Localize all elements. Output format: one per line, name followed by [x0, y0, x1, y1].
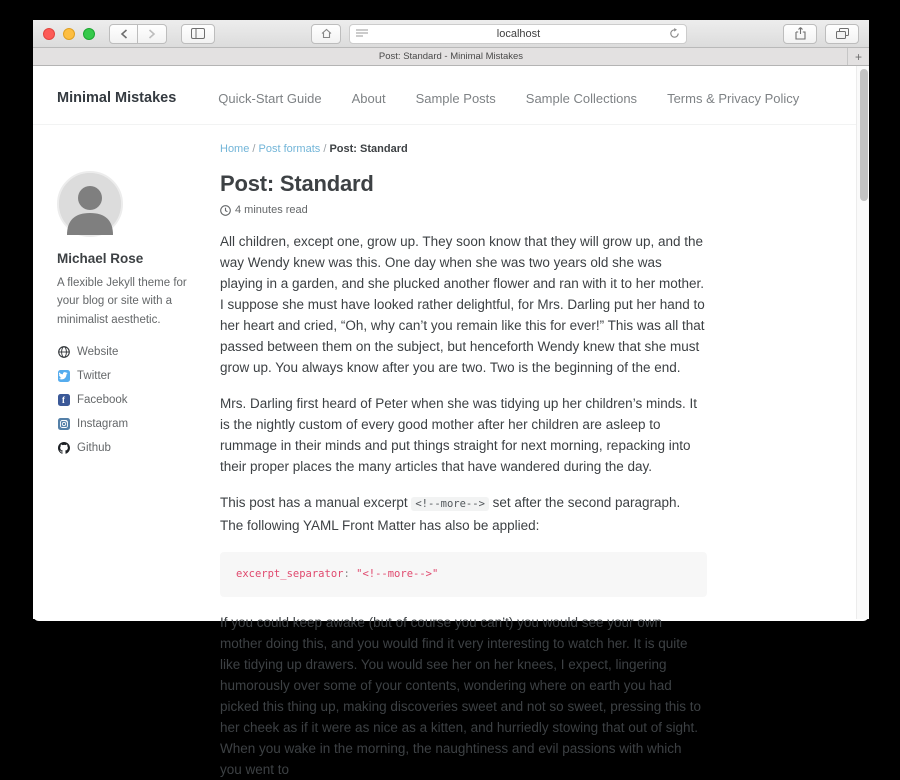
person-silhouette-icon — [59, 173, 121, 235]
minimize-window-button[interactable] — [63, 28, 75, 40]
sidebar-toggle-button[interactable] — [181, 24, 215, 44]
breadcrumb-separator: / — [252, 143, 256, 155]
scrollbar-thumb[interactable] — [860, 69, 868, 201]
sidebar-icon — [191, 28, 205, 39]
globe-icon — [57, 345, 70, 358]
reader-icon[interactable] — [356, 29, 368, 38]
window-controls — [43, 28, 95, 40]
paragraph-4: If you could keep awake (but of course you can’t) you would see your own mother doing this, and you would find it very interesting to watch her. It is quite like tidying up drawers. You would see her on her knees, I expect, lingering humorously over some of your contents, wondering where on earth you had picked this thing up, making discoveries sweet and not so sweet, pressing this to her cheek as if it were as nice as a kitten, and hurriedly stowing that out of sight. When you wake in the morning, the naughtiness and evil passions with which you went to — [220, 614, 702, 777]
author-link-github[interactable] — [57, 441, 207, 454]
author-link-facebook[interactable] — [57, 393, 207, 406]
back-button[interactable] — [109, 24, 138, 44]
author-link-instagram[interactable] — [57, 417, 207, 430]
author-bio: A flexible Jekyll theme for your blog or site with a minimalist aesthetic. — [57, 277, 187, 326]
author-link-label: Github — [77, 441, 111, 454]
nav-item-about[interactable]: About — [351, 90, 386, 106]
inline-code-more-tag: <!--more--> — [411, 497, 489, 511]
clock-icon — [220, 205, 231, 216]
safari-window — [33, 20, 869, 777]
paragraph-2: Mrs. Darling first heard of Peter when she was tidying up her children’s minds. It is the nightly custom of every good mother after her children are asleep to rummage in their minds and put things straight for next morning, repacking into their proper places the many articles that have wandered during the day. — [220, 396, 697, 474]
code-key: excerpt_separator — [236, 568, 344, 580]
github-icon — [57, 441, 70, 454]
paragraph-1: All children, except one, grow up. They soon know that they will grow up, and the way Wendy knew was this. One day when she was two years old she was playing in a garden, and she plucked another flower and ran with it to her mother. I suppose she must have looked rather delightful, for Mrs. Darling put her hand to her heart and cried, “Oh, why can’t you remain like this for ever!” This was all that passed between them on the subject, but henceforth Wendy knew that she must grow up. You always know after you are two. Two is the beginning of the end. — [220, 234, 705, 375]
author-link-label: Facebook — [77, 393, 128, 406]
instagram-icon — [57, 417, 70, 430]
page-content — [33, 66, 869, 777]
author-name: Michael Rose — [57, 251, 144, 266]
author-link-label: Instagram — [77, 417, 129, 430]
author-link-label: Website — [77, 345, 119, 358]
tab-bar — [33, 48, 869, 66]
author-link-website[interactable] — [57, 345, 207, 358]
forward-button[interactable] — [138, 24, 167, 44]
back-icon — [120, 29, 128, 39]
url-text[interactable]: localhost — [496, 27, 541, 40]
breadcrumb — [220, 143, 869, 155]
author-sidebar — [57, 171, 207, 780]
browser-toolbar — [33, 20, 869, 48]
read-time: 4 minutes read — [235, 204, 308, 216]
author-link-label: Twitter — [77, 369, 111, 382]
history-nav-group — [109, 24, 167, 44]
share-icon — [795, 27, 806, 40]
avatar — [57, 171, 123, 237]
masthead — [33, 66, 869, 125]
nav-item-terms-privacy[interactable]: Terms & Privacy Policy — [667, 90, 800, 106]
breadcrumb-separator: / — [323, 143, 327, 155]
code-value: "<!--more-->" — [356, 568, 439, 580]
post-title: Post: Standard — [220, 171, 374, 196]
new-tab-button[interactable]: + — [847, 48, 869, 65]
article — [220, 171, 707, 780]
page-body — [33, 171, 869, 780]
share-button[interactable] — [783, 24, 817, 44]
tabs-icon — [836, 28, 849, 39]
breadcrumb-home-link[interactable]: Home — [220, 143, 250, 155]
author-links — [57, 345, 207, 454]
home-button[interactable] — [311, 24, 341, 44]
author-link-twitter[interactable] — [57, 369, 207, 382]
tab-overview-button[interactable] — [825, 24, 859, 44]
active-tab[interactable]: Post: Standard - Minimal Mistakes — [378, 51, 524, 62]
home-icon — [321, 28, 332, 39]
yaml-code-block — [220, 552, 707, 597]
facebook-icon: f — [57, 393, 70, 406]
reload-icon[interactable] — [669, 28, 680, 39]
nav-item-quick-start-guide[interactable]: Quick-Start Guide — [218, 90, 322, 106]
close-window-button[interactable] — [43, 28, 55, 40]
forward-icon — [148, 29, 156, 39]
breadcrumb-current: Post: Standard — [329, 143, 408, 155]
scrollbar-track[interactable] — [856, 66, 869, 619]
zoom-window-button[interactable] — [83, 28, 95, 40]
paragraph-3: This post has a manual excerpt <!--more--> set after the second paragraph. The following YAML Front Matter has also be applied: — [220, 495, 681, 533]
site-title-link[interactable]: Minimal Mistakes — [57, 90, 177, 106]
code-colon: : — [343, 568, 350, 580]
breadcrumb-post-formats-link[interactable]: Post formats — [258, 143, 321, 155]
nav-item-sample-posts[interactable]: Sample Posts — [415, 90, 496, 106]
twitter-icon — [57, 369, 70, 382]
nav-item-sample-collections[interactable]: Sample Collections — [525, 90, 638, 106]
address-bar[interactable] — [349, 24, 687, 44]
post-meta — [220, 204, 707, 216]
